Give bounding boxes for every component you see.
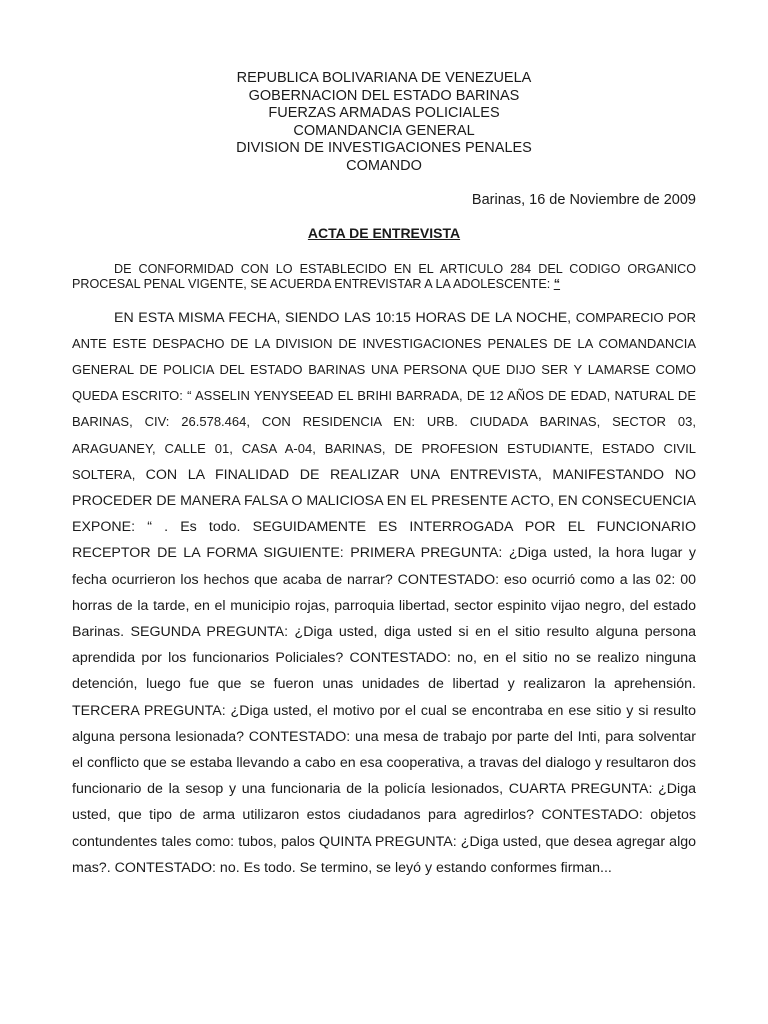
letterhead — [72, 70, 696, 175]
body-opening: EN ESTA MISMA FECHA, SIENDO LAS 10:15 HORAS DE LA NOCHE, — [114, 309, 576, 326]
intro-paragraph — [72, 262, 696, 292]
header-line-5: DIVISION DE INVESTIGACIONES PENALES — [236, 140, 532, 156]
intro-quote-mark: “ — [553, 277, 561, 291]
header-line-3: FUERZAS ARMADAS POLICIALES — [268, 105, 500, 121]
interview-body — [72, 305, 696, 881]
header-line-1: REPUBLICA BOLIVARIANA DE VENEZUELA — [236, 70, 532, 86]
intro-text: DE CONFORMIDAD CON LO ESTABLECIDO EN EL ARTICULO 284 DEL CODIGO ORGANICO PROCESAL PENAL VIGENTE, SE ACUERDA ENTREVISTAR A LA ADOLESCENTE: — [72, 262, 696, 291]
body-statement: CON LA FINALIDAD DE REALIZAR UNA ENTREVISTA, MANIFESTANDO NO PROCEDER DE MANERA FALSA O MALICIOSA EN EL PRESENTE ACTO, EN CONSECUENCIA EXPONE: “ . Es todo. SEGUIDAMENTE ES INTERROGADA POR EL FUNCIONARIO RECEPTOR DE LA FORMA SIGUIENTE: PRIMERA PREGUNTA: ¿Diga usted, la hora lugar y fecha ocurrieron los hechos que acaba de narrar? CONTESTADO: eso ocurrió como a las 02: 00 horras de la tarde, en el municipio rojas, parroquia libertad, sector espinito vijao negro, del estado Barinas. SEGUNDA PREGUNTA: ¿Diga usted, diga usted si en el sitio resulto alguna persona aprendida por los funcionarios Policiales? CONTESTADO: no, en el sitio no se realizo ninguna detención, luego fue que se fueron unas unidades de libertad y realizaron la aprehensión. TERCERA PREGUNTA: ¿Diga usted, el motivo por el cual se encontraba en ese sitio y si resulto alguna persona lesionada? CONTESTADO: una mesa de trabajo por parte del Inti, para solventar el conflicto que se estaba llevando a cabo en esa cooperativa, a travas del dialogo y resultaron dos funcionario de la sesop y una funcionaria de la policía lesionados, CUARTA PREGUNTA: ¿Diga usted, que tipo de arma utilizaron estos ciudadanos para agredirlos? CONTESTADO: objetos contundentes tales como: tubos, palos QUINTA PREGUNTA: ¿Diga usted, que desea agregar algo mas?. CONTESTADO: no. Es todo. Se termino, se leyó y estando conformes firman... — [72, 466, 696, 876]
document-title: ACTA DE ENTREVISTA — [307, 225, 461, 241]
date-line: Barinas, 16 de Noviembre de 2009 — [471, 192, 696, 208]
header-line-4: COMANDANCIA GENERAL — [293, 122, 475, 139]
header-line-6: COMANDO — [346, 157, 422, 174]
body-identity: COMPARECIO POR ANTE ESTE DESPACHO DE LA DIVISION DE INVESTIGACIONES PENALES DE LA COMANDANCIA GENERAL DE POLICIA DEL ESTADO BARINAS UNA PERSONA QUE DIJO SER Y LAMARSE COMO QUEDA ESCRITO: “ ASSELIN YENYSEEAD EL BRIHI BARRADA, DE 12 AÑOS DE EDAD, NATURAL DE BARINAS, CIV: 26.578.464, CON RESIDENCIA EN: URB. CIUDADA BARINAS, SECTOR 03, ARAGUANEY, CALLE 01, CASA A-04, BARINAS, DE PROFESION ESTUDIANTE, ESTADO CIVIL SOLTERA, — [72, 309, 697, 482]
header-line-2: GOBERNACION DEL ESTADO BARINAS — [248, 87, 520, 104]
